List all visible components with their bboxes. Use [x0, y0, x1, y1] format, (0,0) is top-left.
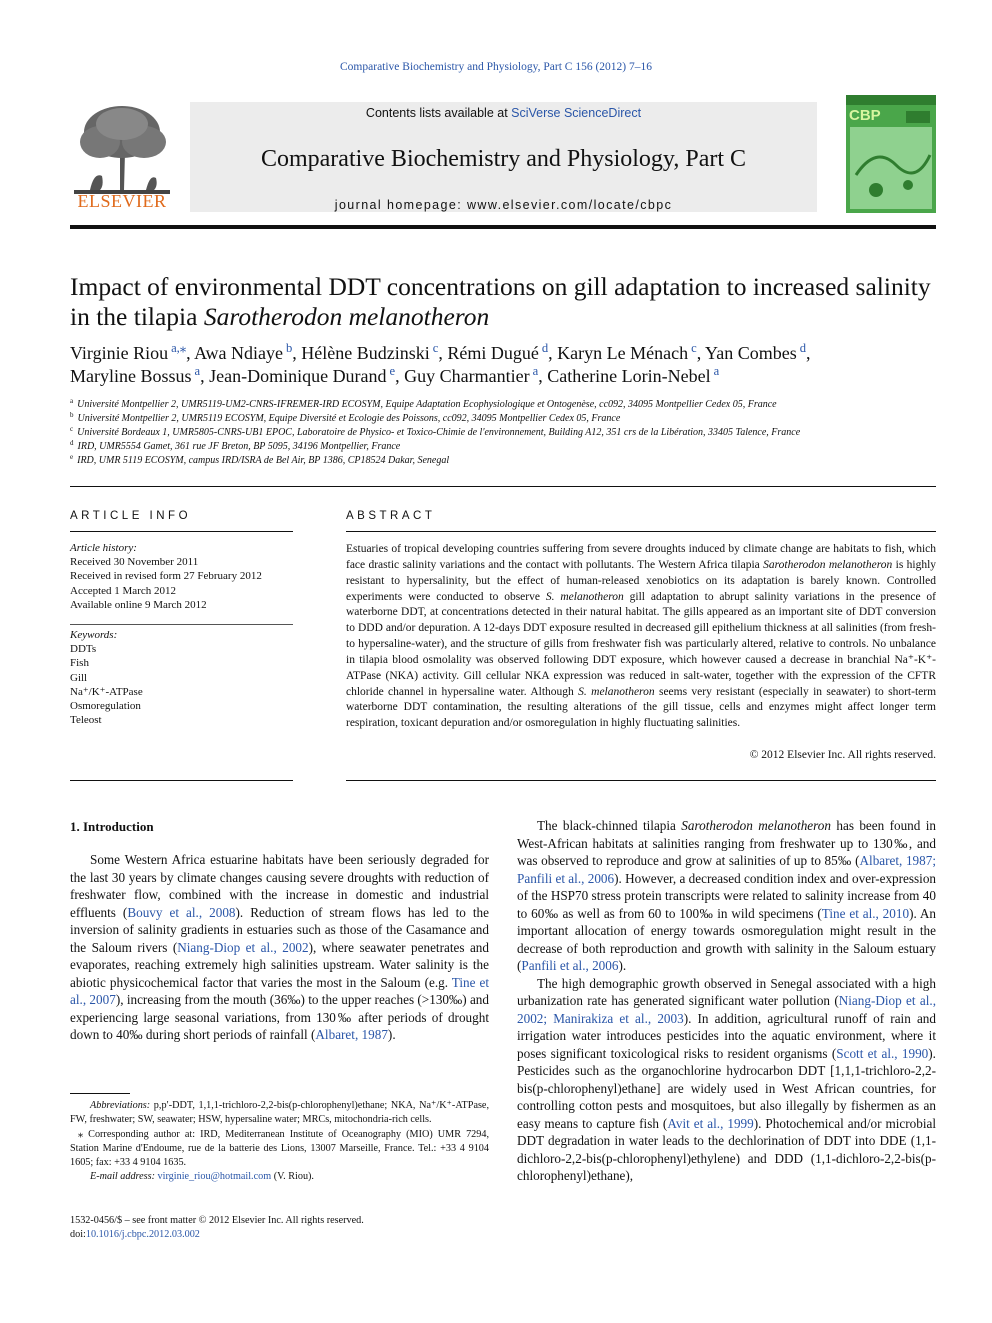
affiliation [70, 454, 940, 468]
affiliation-mark[interactable]: e [389, 364, 396, 378]
citation-link[interactable]: Tine et al., 2007 [70, 974, 489, 1007]
text: ). Pesticides such as the organochlorine hydrocarbon DDT [1,1,1-trichloro-2,2-bis(p-chlorophenyl)ethane] are widely used in West African countries, for controlling cotton pests and mosquitoes, but also illegally by fishermen as an easy means to capture fish ( [517, 1045, 936, 1131]
keyword: Fish [70, 657, 89, 670]
citation-link[interactable]: Avit et al., 1999 [667, 1115, 754, 1131]
author-name[interactable]: Hélène Budzinski [301, 343, 430, 363]
history-item: Accepted 1 March 2012 [70, 584, 176, 597]
keyword: DDTs [70, 643, 97, 656]
title-line-1: Impact of environmental DDT concentrations on gill adaptation to increased salinity [70, 272, 931, 301]
text: ). [387, 1027, 396, 1042]
affiliation-text: IRD, UMR5554 Gamet, 361 rue JF Breton, BP 5095, 34196 Montpellier, France [77, 441, 401, 453]
title-line-2: in the tilapia [70, 302, 204, 331]
citation-link[interactable]: Niang-Diop et al., 2002; Manirakiza et al., 2003 [517, 993, 936, 1026]
citation-link[interactable]: Tine et al., 2010 [821, 905, 910, 921]
article-history [70, 541, 293, 612]
author-separator: , [438, 343, 448, 363]
email-link[interactable]: virginie_riou@hotmail.com [157, 1171, 272, 1183]
abstract-species: S. melanotheron [545, 590, 624, 603]
divider [346, 531, 936, 532]
citation-link[interactable]: Scott et al., 1990 [836, 1045, 929, 1061]
sciencedirect-link[interactable]: SciVerse ScienceDirect [511, 106, 642, 120]
journal-reference[interactable]: Comparative Biochemistry and Physiology, Part C 156 (2012) 7–16 [340, 61, 652, 73]
author-separator: , [548, 343, 558, 363]
corresponding-author-text: Corresponding author at: IRD, Mediterranean Institute of Oceanography (MIO) UMR 7294, Station Marine d'Endoume, rue de la batterie des Lions, 13007 Marseille, France. Tel.: +33 4 9104 1605; fax: +33 4 9104 1635. [70, 1128, 489, 1169]
keywords [70, 628, 293, 727]
affiliation-letter: d [70, 438, 74, 447]
author-name[interactable]: Catherine Lorin-Nebel [547, 366, 711, 386]
author-name[interactable]: Karyn Le Ménach [557, 343, 689, 363]
intro-paragraph-3 [517, 975, 936, 1185]
affiliation-text: Université Montpellier 2, UMR5119 ECOSYM, Equipe Diversité et Ecologie des Poissons, cc092, 34095 Montpellier Cedex 05, France [77, 413, 621, 425]
text: has been found in West-African habitats at salinities ranging from freshwater up to 130‰, and was observed to reproduce and grow at salinities of up to 85‰ ( [517, 818, 937, 868]
citation-link[interactable]: Niang-Diop et al., 2002 [177, 939, 309, 955]
body-column-left [70, 851, 489, 1044]
corresponding-author-footnote [70, 1128, 489, 1171]
article-info-heading: ARTICLE INFO [70, 510, 192, 522]
elsevier-wordmark: ELSEVIER [77, 191, 167, 211]
abstract-part: gill adaptation to abrupt salinity variations in the presence of waterborne DDT, at concentrations detected in their natural habitat. The gills appeared as an important site of DDT conversion to DDD and/or depuration. A 12-days DDT exposure resulted in decreased gill epithelium thickness at all salinities (from fresh- to hypersaline-water), and the structure of gills from freshwater fish was particularly altered, relative to controls. No unbalance in tilapia blood osmolality was observed following DDT exposure, which however caused a decrease in branchial Na⁺-K⁺-ATPase (NKA) activity. Gill cellular NKA expression was reduced in salt-water, together with the expression of the CFTR chloride channel in hypersaline water. Although [346, 590, 937, 698]
contents-line [190, 106, 817, 120]
email-label: E-mail address: [90, 1171, 155, 1183]
affiliation [70, 440, 940, 454]
abbreviations-footnote [70, 1099, 489, 1128]
text: ). [618, 958, 627, 973]
issn-line: 1532-0456/$ – see front matter © 2012 Elsevier Inc. All rights reserved. [70, 1215, 364, 1226]
divider [70, 780, 293, 781]
author-separator: , [395, 366, 405, 386]
abbreviations-label: Abbreviations: [90, 1100, 151, 1111]
affiliation-mark[interactable]: c [691, 341, 697, 355]
author-name[interactable]: Yan Combes [705, 343, 797, 363]
affiliation-mark[interactable]: a [194, 364, 201, 378]
divider [70, 486, 936, 487]
article-title [70, 272, 940, 332]
abstract-part: is highly resistant to hypersalinity, but the effect of human-released xenobiotics on its adaptation is barely known. Controlled experiments were conducted to observe [346, 558, 937, 603]
title-species: Sarotherodon melanotheron [203, 302, 490, 331]
author-name[interactable]: Virginie Riou [70, 343, 169, 363]
citation-link[interactable]: Panfili et al., 2006 [521, 958, 619, 973]
author-separator: , [538, 366, 548, 386]
affiliation-text: IRD, UMR 5119 ECOSYM, campus IRD/ISRA de Bel Air, BP 1386, CP18524 Dakar, Senegal [77, 455, 450, 467]
abbreviations-text: p,p′-DDT, 1,1,1-trichloro-2,2-bis(p-chlorophenyl)ethane; NKA, Na⁺/K⁺-ATPase, FW, freshwater; SW, seawater; HSW, hypersaline water; MRCs, mitochondria-rich cells. [70, 1100, 489, 1126]
doi-prefix: doi: [70, 1229, 86, 1241]
abstract-text [346, 542, 936, 732]
affiliation-letter: a [70, 396, 74, 405]
history-item: Available online 9 March 2012 [70, 598, 207, 611]
text: ), where seawater penetrates and evaporates, reaching extremely high salinities upstream. Water salinity is the abiotic physicochemical factor that varies the most in the Saloum (e.g. [70, 939, 489, 990]
footnotes [70, 1099, 489, 1185]
species-name: Sarotherodon melanotheron [681, 818, 831, 833]
affiliation [70, 412, 940, 426]
doi-line [70, 1228, 489, 1242]
journal-cover-thumbnail[interactable] [846, 95, 936, 213]
affiliation-letter: e [70, 453, 74, 462]
citation-link[interactable]: Albaret, 1987; Panfili et al., 2006 [517, 853, 936, 886]
text: The black-chinned tilapia [537, 818, 682, 833]
text: ), increasing from the mouth (36‰) to the upper reaches (>130‰) and experiencing large seasonal variations, from 130‰ after periods of drought down to 40‰ during short periods of rainfall ( [70, 992, 489, 1042]
author-name[interactable]: Awa Ndiaye [194, 343, 283, 363]
affiliation-mark[interactable]: d [799, 341, 807, 355]
email-footnote [70, 1170, 489, 1184]
masthead [70, 94, 936, 216]
affiliation-mark[interactable]: a [532, 364, 539, 378]
keyword: Teleost [70, 714, 102, 727]
text: ). Photochemical and/or microbial DDT degradation in water leads to the dechlorination of DDT into DDE (1,1-dichloro-2,2-bis(p-chlorophenyl)ethylene) and DDD (1,1-dichloro-2,2-bis(p-chlorophenyl)ethane), [517, 1115, 937, 1183]
keyword: Osmoregulation [70, 700, 141, 713]
divider [70, 624, 293, 625]
author-name[interactable]: Jean-Dominique Durand [209, 366, 387, 386]
history-label: Article history: [70, 542, 137, 554]
abstract-part: Estuaries of tropical developing countries suffering from severe droughts induced by climate change are habitats to fish, which face drastic salinity variations and the contact with pollutants. The Western Africa tilapia [346, 543, 936, 571]
affiliation-mark[interactable]: c [432, 341, 439, 355]
affiliation-mark[interactable]: a [713, 364, 720, 378]
journal-title: Comparative Biochemistry and Physiology, Part C [260, 146, 747, 172]
bottom-info [70, 1214, 489, 1243]
keywords-label: Keywords: [70, 629, 118, 641]
affiliation [70, 398, 940, 412]
history-item: Received 30 November 2011 [70, 556, 199, 569]
abstract-heading: ABSTRACT [346, 510, 436, 522]
abstract-copyright: © 2012 Elsevier Inc. All rights reserved. [749, 749, 936, 761]
author-separator: , [200, 366, 210, 386]
abstract-part: seems very resistant (especially in seawater) to short-term waterborne DDT contamination, the resulting alterations of the gill tissue, cells and enzymes might affect longer term respiration, toxicant depuration and/or osmoregulation in highly fluctuating salinities. [346, 685, 937, 730]
footnote-mark: ⁎ [78, 1128, 84, 1140]
body-column-right [517, 817, 936, 1185]
contents-prefix: Contents lists available at [365, 106, 512, 120]
citation-link[interactable]: Albaret, 1987 [315, 1027, 388, 1042]
author-name[interactable]: Guy Charmantier [404, 366, 530, 386]
author-name[interactable]: Rémi Dugué [447, 343, 539, 363]
introduction-heading: 1. Introduction [70, 819, 154, 834]
keyword: Na⁺/K⁺-ATPase [70, 685, 143, 698]
divider [346, 780, 936, 781]
author-list [70, 342, 940, 388]
affiliations [70, 398, 940, 468]
doi-link[interactable]: 10.1016/j.cbpc.2012.03.002 [85, 1229, 200, 1241]
divider [70, 531, 293, 532]
citation-link[interactable]: Bouvy et al., 2008 [127, 904, 236, 920]
affiliation-mark[interactable]: b [285, 341, 293, 355]
journal-banner [190, 102, 817, 212]
author-separator: , [186, 343, 195, 363]
cover-label: CBP [849, 107, 881, 124]
author-name[interactable]: Maryline Bossus [70, 366, 192, 386]
masthead-rule [70, 225, 936, 229]
affiliation-text: Université Bordeaux 1, UMR5805-CNRS-UB1 EPOC, Laboratoire de Physico- et Toxico-Chimie de l'environnement, Building A12, 351 crs de la Libération, 33405 Talence, France [77, 427, 801, 439]
author-separator: , [292, 343, 302, 363]
text: ). An important allocation of energy towards osmoregulation might result in the decrease of both reproduction and growth with salinity in the Saloum estuary ( [517, 905, 936, 973]
text: ). In addition, agricultural runoff of rain and irrigation water introduces pesticides into the aquatic environment, where it poses significant toxicological risks to resident organisms ( [517, 1010, 936, 1061]
intro-paragraph-1 [70, 851, 489, 1044]
affiliation-mark[interactable]: a,⁎ [171, 341, 187, 355]
author-separator: , [806, 343, 811, 363]
affiliation-text: Université Montpellier 2, UMR5119-UM2-CNRS-IFREMER-IRD ECOSYM, Equipe Adaptation Ecophysiologique et Ontogenèse, cc092, 34095 Montpellier Cedex 05, France [77, 399, 777, 410]
text: ). However, a decreased condition index and over-expression of the HSP70 stress protein transcripts were related to salinity increase from 40 to 60‰ as well as from 60 to 100‰ in wild specimens ( [517, 870, 937, 921]
affiliation [70, 426, 940, 440]
keyword: Gill [70, 671, 88, 684]
affiliation-letter: b [70, 410, 74, 419]
footnote-rule [70, 1093, 130, 1094]
abstract-species: S. melanotheron [578, 685, 655, 698]
text: Some Western Africa estuarine habitats have been seriously degraded for the last 30 years by climate changes causing severe droughts with reduction of freshwater flow, combined with the increase in domestic and industrial effluents ( [70, 852, 489, 920]
text: ). Reduction of stream flows has led to the inversion of salinity gradients in estuaries such as those of the Casamance and the Saloum rivers ( [70, 904, 489, 955]
email-suffix: (V. Riou). [271, 1171, 314, 1183]
affiliation-letter: c [70, 424, 74, 433]
text: The high demographic growth observed in Senegal associated with a high urbanization rate has generated significant water pollution ( [517, 975, 936, 1008]
intro-paragraph-2 [517, 817, 936, 975]
journal-homepage[interactable]: journal homepage: www.elsevier.com/locate/cbpc [334, 198, 673, 212]
abstract-species: Sarotherodon melanotheron [763, 558, 893, 571]
affiliation-mark[interactable]: d [541, 341, 549, 355]
history-item: Received in revised form 27 February 2012 [70, 570, 262, 583]
author-separator: , [696, 343, 706, 363]
